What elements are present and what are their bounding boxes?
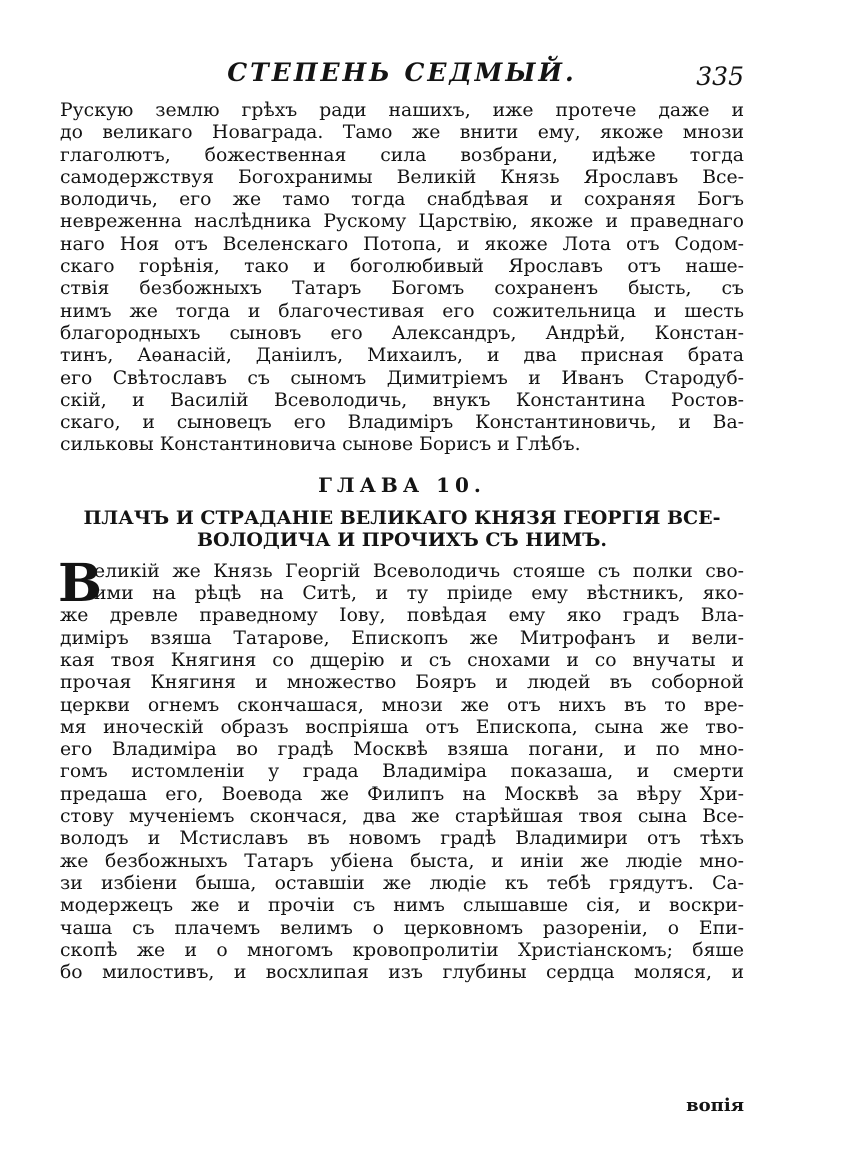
text-line: невреженна наслѣдника Рускому Царствію, якоже и праведнаго <box>60 211 744 233</box>
text-line: его Свѣтославъ съ сыномъ Димитріемъ и Иванъ Стародуб- <box>60 367 744 389</box>
text-line: благородныхъ сыновъ его Александръ, Андрѣй, Констан- <box>60 322 744 344</box>
text-line: скаго, и сыновецъ его Владиміръ Константиновичь, и Ва- <box>60 412 744 434</box>
text-line: предаша его, Воевода же Филипъ на Москвѣ за вѣру Хри- <box>60 783 744 805</box>
text-line: кая твоя Княгиня со дщерію и съ снохами и со внучаты и <box>60 649 744 671</box>
text-line: модержецъ же и прочіи съ нимъ слышавше сія, и воскри- <box>60 895 744 917</box>
text-line: тинъ, Аѳанасій, Даніилъ, Михаилъ, и два присная брата <box>60 345 744 367</box>
running-head <box>60 56 744 100</box>
text-line: церкви огнемъ скончашася, мнози же отъ нихъ въ то вре- <box>60 694 744 716</box>
chapter-body <box>58 552 744 985</box>
text-line: сильковы Константиновича сынове Борисъ и Глѣбъ. <box>60 434 581 456</box>
text-line: нимъ же тогда и благочестивая его сожительница и шесть <box>60 300 744 322</box>
text-line: зи избіени быша, оставшіи же людіе къ тебѣ грядутъ. Са- <box>60 872 744 894</box>
text-line: скаго горѣнія, тако и боголюбивый Ярославъ отъ наше- <box>60 256 744 278</box>
text-line: чаша съ плачемъ велимъ о церковномъ разореніи, о Епи- <box>60 917 744 939</box>
text-line: стову мученіемъ скончася, два же старѣйшая твоя сына Все- <box>60 806 744 828</box>
text-line: самодержствуя Богохранимы Великій Князь Ярославъ Все- <box>60 166 744 188</box>
text-line: скопѣ же и о многомъ кровопролитіи Христіанскомъ; бяше <box>60 939 744 961</box>
text-line: мя иноческій образъ воспріяша отъ Епископа, сына же тво- <box>60 716 744 738</box>
page-number: 335 <box>696 62 744 91</box>
text-line: до великаго Новаграда. Тамо же внити ему, якоже мнози <box>60 122 744 144</box>
text-line: володъ и Мстиславъ въ новомъ градѣ Владимири отъ тѣхъ <box>60 828 744 850</box>
text-line: диміръ взяша Татарове, Епископъ же Митрофанъ и вели- <box>60 627 744 649</box>
text-line: глаголютъ, божественная сила возбрани, идѣже тогда <box>60 144 744 166</box>
text-line: наго Ноя отъ Вселенскаго Потопа, и якоже Лота отъ Содом- <box>60 233 744 255</box>
text-line: же древле праведному Іову, повѣдая ему яко градъ Вла- <box>60 605 744 627</box>
running-title: СТЕПЕНЬ СЕДМЫЙ. <box>227 58 577 87</box>
chapter-title-line: ВОЛОДИЧА И ПРОЧИХЪ СЪ НИМЪ. <box>196 528 608 551</box>
text-line: гомъ истомленіи у града Владиміра показаша, и смерти <box>60 761 744 783</box>
text-line: его Владиміра во градѣ Москвѣ взяша погани, и по мно- <box>60 739 744 761</box>
text-line: же безбожныхъ Татаръ убіена быста, и иніи же людіе мно- <box>60 850 744 872</box>
catchword: вопія <box>686 1095 744 1116</box>
text-line: Рускую землю грѣхъ ради нашихъ, иже протече даже и <box>60 100 744 121</box>
chapter-title-line: ПЛАЧЪ И СТРАДАНІЕ ВЕЛИКАГО КНЯЗЯ ГЕОРГІЯ ВСЕ- <box>83 506 721 529</box>
text-line: еликій же Князь Георгій Всеволодичь стояше съ полки сво- <box>94 560 744 582</box>
drop-cap: В <box>58 552 102 614</box>
book-page <box>60 56 744 1116</box>
text-line: володичь, его же тамо тогда снабдѣвая и сохраняя Богъ <box>60 189 744 211</box>
text-line: ствія безбожныхъ Татаръ Богомъ сохраненъ бысть, съ <box>60 278 744 300</box>
text-line: ими на рѣцѣ на Ситѣ, и ту пріиде ему вѣстникъ, яко- <box>94 583 744 605</box>
chapter-heading: ГЛАВА 10. <box>318 472 486 497</box>
text-line: бо милостивъ, и восхлипая изъ глубины сердца моляся, и <box>60 962 744 984</box>
intro-paragraph <box>60 100 744 457</box>
text-line: скій, и Василій Всеволодичь, внукъ Константина Ростов- <box>60 389 744 411</box>
text-line: прочая Княгиня и множество Бояръ и людей въ соборной <box>60 672 744 694</box>
chapter-title <box>60 507 744 551</box>
